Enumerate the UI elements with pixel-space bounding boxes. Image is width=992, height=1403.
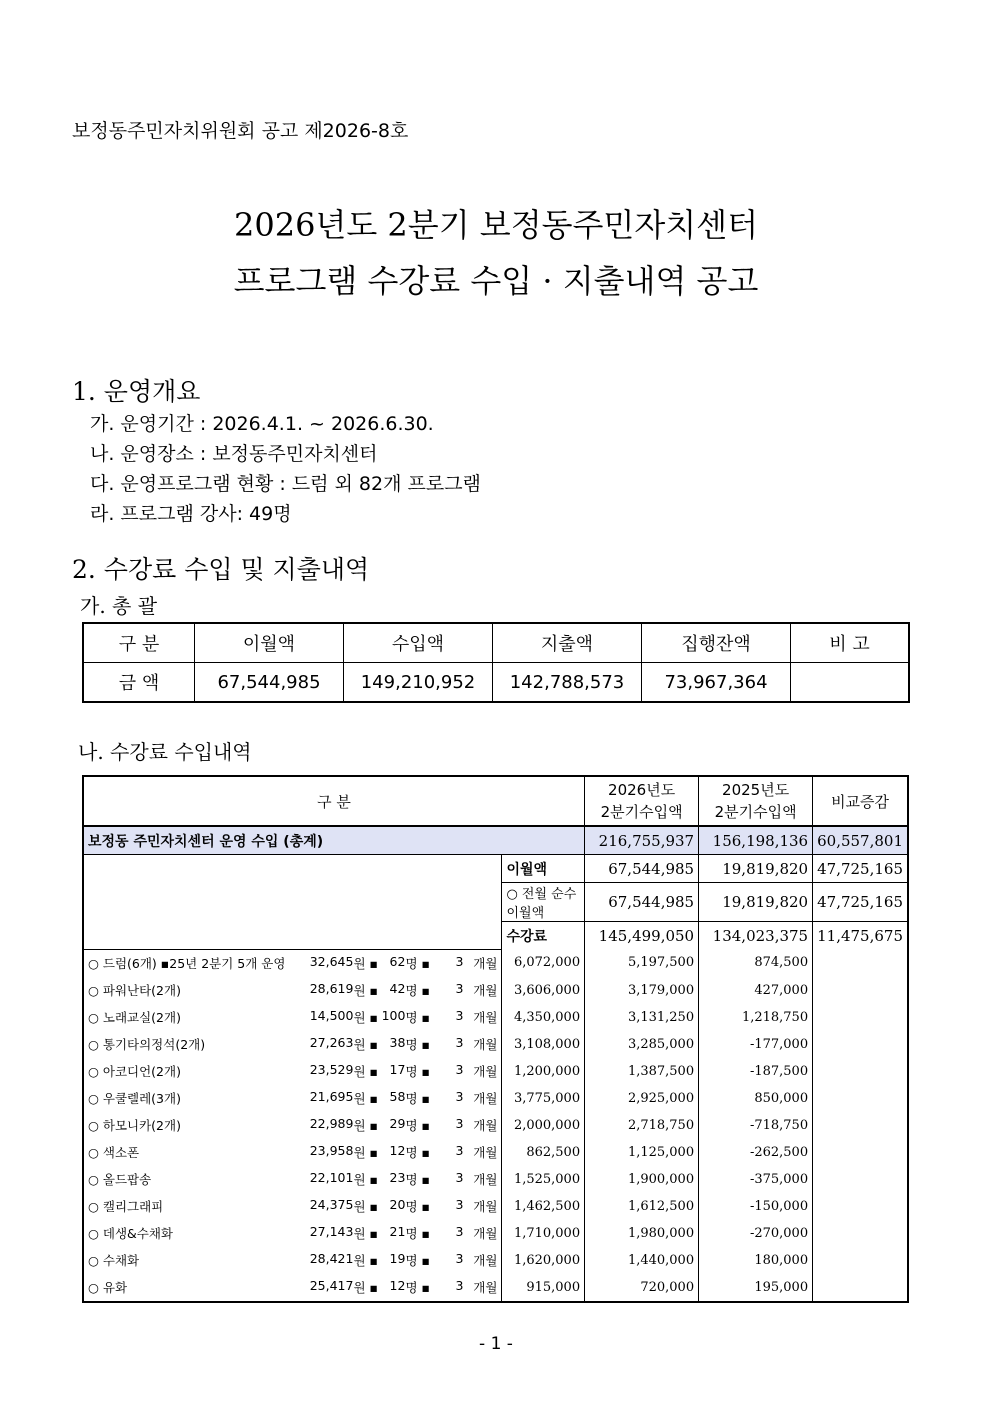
program-enrollment: 42 bbox=[389, 981, 406, 996]
summary-table bbox=[82, 622, 910, 703]
program-row bbox=[83, 1247, 908, 1274]
unit-won: 원 ▪ bbox=[353, 1280, 378, 1295]
program-name: ○ 파워난타(2개) bbox=[88, 983, 181, 998]
income-header-2025-label: 2분기수입액 bbox=[714, 803, 797, 821]
program-change: -718,750 bbox=[699, 1112, 813, 1139]
income-fees-2026: 145,499,050 bbox=[585, 922, 699, 950]
unit-month: 개월 bbox=[473, 1037, 498, 1052]
program-row bbox=[83, 1274, 908, 1302]
overview-location: 나. 운영장소 : 보정동주민자치센터 bbox=[90, 443, 378, 465]
program-income-2025: 2,925,000 bbox=[585, 1085, 699, 1112]
summary-expense-value: 142,788,573 bbox=[493, 663, 642, 703]
unit-people: 명 ▪ bbox=[405, 1199, 430, 1214]
program-income-2026: 6,072,000 bbox=[502, 949, 585, 977]
program-income-2026: 1,525,000 bbox=[502, 1166, 585, 1193]
unit-month: 개월 bbox=[473, 1010, 498, 1025]
unit-people: 명 ▪ bbox=[405, 1010, 430, 1025]
unit-month: 개월 bbox=[473, 956, 498, 971]
unit-people: 명 ▪ bbox=[405, 956, 430, 971]
program-name: ○ 수채화 bbox=[88, 1253, 140, 1268]
program-income-2026: 1,620,000 bbox=[502, 1247, 585, 1274]
income-total-2026: 216,755,937 bbox=[585, 826, 699, 855]
program-change: 850,000 bbox=[699, 1085, 813, 1112]
program-row bbox=[83, 949, 908, 977]
unit-won: 원 ▪ bbox=[353, 983, 378, 998]
program-enrollment: 21 bbox=[389, 1224, 406, 1239]
program-months: 3 bbox=[455, 1143, 464, 1158]
program-price: 22,989 bbox=[309, 1116, 354, 1131]
income-carryover-label: 이월액 bbox=[502, 855, 585, 883]
unit-people: 명 ▪ bbox=[405, 1226, 430, 1241]
program-income-2026: 1,200,000 bbox=[502, 1058, 585, 1085]
program-price: 22,101 bbox=[309, 1170, 354, 1185]
program-row bbox=[83, 1004, 908, 1031]
program-enrollment: 23 bbox=[389, 1170, 406, 1185]
program-name: ○ 캘리그래피 bbox=[88, 1199, 164, 1214]
summary-header-category: 구 분 bbox=[83, 623, 195, 663]
program-months: 3 bbox=[455, 1035, 464, 1050]
program-detail bbox=[83, 1058, 502, 1085]
program-enrollment: 12 bbox=[389, 1278, 406, 1293]
program-row bbox=[83, 1031, 908, 1058]
income-carryover-2025: 19,819,820 bbox=[699, 855, 813, 883]
program-detail bbox=[83, 1247, 502, 1274]
program-income-2026: 1,710,000 bbox=[502, 1220, 585, 1247]
unit-people: 명 ▪ bbox=[405, 1037, 430, 1052]
program-income-2025: 1,125,000 bbox=[585, 1139, 699, 1166]
income-fees-2025: 134,023,375 bbox=[699, 922, 813, 950]
program-income-2025: 3,179,000 bbox=[585, 977, 699, 1004]
summary-header-remarks: 비 고 bbox=[791, 623, 910, 663]
program-income-2026: 915,000 bbox=[502, 1274, 585, 1302]
income-header-change: 비교증감 bbox=[813, 776, 908, 826]
unit-people: 명 ▪ bbox=[405, 1280, 430, 1295]
program-months: 3 bbox=[455, 1008, 464, 1023]
unit-people: 명 ▪ bbox=[405, 983, 430, 998]
unit-month: 개월 bbox=[473, 1172, 498, 1187]
unit-won: 원 ▪ bbox=[353, 1172, 378, 1187]
unit-people: 명 ▪ bbox=[405, 1091, 430, 1106]
summary-row-label: 금 액 bbox=[83, 663, 195, 703]
program-months: 3 bbox=[455, 1116, 464, 1131]
unit-month: 개월 bbox=[473, 1280, 498, 1295]
program-months: 3 bbox=[455, 981, 464, 996]
program-row bbox=[83, 1166, 908, 1193]
program-income-2025: 1,980,000 bbox=[585, 1220, 699, 1247]
unit-people: 명 ▪ bbox=[405, 1145, 430, 1160]
program-income-2026: 4,350,000 bbox=[502, 1004, 585, 1031]
overview-instructors: 라. 프로그램 강사: 49명 bbox=[90, 503, 292, 525]
summary-income-value: 149,210,952 bbox=[344, 663, 493, 703]
program-months: 3 bbox=[455, 1089, 464, 1104]
program-detail bbox=[83, 1193, 502, 1220]
program-change: 874,500 bbox=[699, 949, 813, 977]
program-income-2025: 3,131,250 bbox=[585, 1004, 699, 1031]
program-price: 24,375 bbox=[309, 1197, 354, 1212]
program-change: 427,000 bbox=[699, 977, 813, 1004]
program-name: ○ 아코디언(2개) bbox=[88, 1064, 181, 1079]
program-rows bbox=[83, 949, 908, 1302]
program-income-2025: 1,612,500 bbox=[585, 1193, 699, 1220]
program-months: 3 bbox=[455, 1251, 464, 1266]
unit-people: 명 ▪ bbox=[405, 1118, 430, 1133]
income-header-2025-year: 2025년도 bbox=[722, 781, 790, 799]
income-header-category: 구 분 bbox=[83, 776, 585, 826]
program-months: 3 bbox=[455, 1062, 464, 1077]
program-income-2025: 1,440,000 bbox=[585, 1247, 699, 1274]
section1-heading: 1. 운영개요 bbox=[72, 377, 201, 406]
program-enrollment: 19 bbox=[389, 1251, 406, 1266]
program-enrollment: 62 bbox=[389, 954, 406, 969]
page-number: - 1 - bbox=[479, 1334, 513, 1354]
program-name: ○ 드럼(6개) ▪25년 2분기 5개 운영 bbox=[88, 956, 286, 971]
program-income-2025: 2,718,750 bbox=[585, 1112, 699, 1139]
program-months: 3 bbox=[455, 1224, 464, 1239]
program-name: ○ 노래교실(2개) bbox=[88, 1010, 181, 1025]
program-price: 21,695 bbox=[309, 1089, 354, 1104]
program-row bbox=[83, 1085, 908, 1112]
program-enrollment: 38 bbox=[389, 1035, 406, 1050]
program-months: 3 bbox=[455, 954, 464, 969]
document-title-line2: 프로그램 수강료 수입 · 지출내역 공고 bbox=[233, 262, 759, 300]
income-carryover-detail-2026: 67,544,985 bbox=[585, 883, 699, 922]
program-detail bbox=[83, 1112, 502, 1139]
summary-balance-value: 73,967,364 bbox=[642, 663, 791, 703]
unit-won: 원 ▪ bbox=[353, 1010, 378, 1025]
program-row bbox=[83, 1112, 908, 1139]
program-price: 23,529 bbox=[309, 1062, 354, 1077]
notice-number: 보정동주민자치위원회 공고 제2026-8호 bbox=[72, 120, 409, 142]
program-detail bbox=[83, 949, 502, 977]
program-change: 180,000 bbox=[699, 1247, 813, 1274]
program-name: ○ 통기타의정석(2개) bbox=[88, 1037, 206, 1052]
income-carryover-detail-label: ○ 전월 순수이월액 bbox=[502, 883, 585, 922]
income-total-2025: 156,198,136 bbox=[699, 826, 813, 855]
unit-won: 원 ▪ bbox=[353, 1226, 378, 1241]
section2-heading: 2. 수강료 수입 및 지출내역 bbox=[72, 555, 370, 584]
program-name: ○ 올드팝송 bbox=[88, 1172, 152, 1187]
income-indent-gutter bbox=[83, 855, 502, 950]
program-months: 3 bbox=[455, 1170, 464, 1185]
program-enrollment: 12 bbox=[389, 1143, 406, 1158]
program-change: -270,000 bbox=[699, 1220, 813, 1247]
income-carryover-change: 47,725,165 bbox=[813, 855, 908, 883]
program-name: ○ 우쿨렐레(3개) bbox=[88, 1091, 181, 1106]
program-income-2025: 5,197,500 bbox=[585, 949, 699, 977]
program-income-2026: 862,500 bbox=[502, 1139, 585, 1166]
income-fees-change: 11,475,675 bbox=[813, 922, 908, 950]
program-income-2025: 3,285,000 bbox=[585, 1031, 699, 1058]
unit-won: 원 ▪ bbox=[353, 956, 378, 971]
income-fees-label: 수강료 bbox=[502, 922, 585, 950]
program-price: 32,645 bbox=[309, 954, 354, 969]
program-income-2025: 720,000 bbox=[585, 1274, 699, 1302]
summary-remarks-value bbox=[791, 663, 910, 703]
program-change: 1,218,750 bbox=[699, 1004, 813, 1031]
program-months: 3 bbox=[455, 1197, 464, 1212]
program-price: 27,263 bbox=[309, 1035, 354, 1050]
program-row bbox=[83, 977, 908, 1004]
unit-people: 명 ▪ bbox=[405, 1253, 430, 1268]
program-income-2025: 1,387,500 bbox=[585, 1058, 699, 1085]
program-name: ○ 하모니카(2개) bbox=[88, 1118, 181, 1133]
unit-month: 개월 bbox=[473, 1145, 498, 1160]
program-detail bbox=[83, 1166, 502, 1193]
unit-won: 원 ▪ bbox=[353, 1037, 378, 1052]
program-price: 14,500 bbox=[309, 1008, 354, 1023]
program-detail bbox=[83, 1220, 502, 1247]
unit-month: 개월 bbox=[473, 1091, 498, 1106]
unit-month: 개월 bbox=[473, 1226, 498, 1241]
unit-won: 원 ▪ bbox=[353, 1064, 378, 1079]
program-detail bbox=[83, 1004, 502, 1031]
program-change: -375,000 bbox=[699, 1166, 813, 1193]
overview-period: 가. 운영기간 : 2026.4.1. ~ 2026.6.30. bbox=[90, 413, 434, 435]
unit-won: 원 ▪ bbox=[353, 1091, 378, 1106]
income-carryover-row bbox=[83, 855, 908, 883]
income-header-2026-label: 2분기수입액 bbox=[600, 803, 683, 821]
program-detail bbox=[83, 1031, 502, 1058]
unit-won: 원 ▪ bbox=[353, 1145, 378, 1160]
program-detail bbox=[83, 977, 502, 1004]
summary-value-row bbox=[83, 663, 909, 703]
unit-month: 개월 bbox=[473, 1253, 498, 1268]
unit-month: 개월 bbox=[473, 1064, 498, 1079]
income-header-row bbox=[83, 776, 908, 826]
unit-won: 원 ▪ bbox=[353, 1118, 378, 1133]
program-name: ○ 색소폰 bbox=[88, 1145, 140, 1160]
program-change: -187,500 bbox=[699, 1058, 813, 1085]
summary-header-balance: 집행잔액 bbox=[642, 623, 791, 663]
program-income-2026: 3,108,000 bbox=[502, 1031, 585, 1058]
program-row bbox=[83, 1058, 908, 1085]
program-detail bbox=[83, 1274, 502, 1302]
income-carryover-2026: 67,544,985 bbox=[585, 855, 699, 883]
summary-header-income: 수입액 bbox=[344, 623, 493, 663]
program-enrollment: 17 bbox=[389, 1062, 406, 1077]
program-price: 28,619 bbox=[309, 981, 354, 996]
program-change: -177,000 bbox=[699, 1031, 813, 1058]
program-price: 25,417 bbox=[309, 1278, 354, 1293]
unit-month: 개월 bbox=[473, 1199, 498, 1214]
program-detail bbox=[83, 1139, 502, 1166]
unit-people: 명 ▪ bbox=[405, 1064, 430, 1079]
unit-won: 원 ▪ bbox=[353, 1199, 378, 1214]
program-price: 28,421 bbox=[309, 1251, 354, 1266]
unit-month: 개월 bbox=[473, 983, 498, 998]
income-total-row bbox=[83, 826, 908, 855]
income-header-2025 bbox=[699, 776, 813, 826]
unit-people: 명 ▪ bbox=[405, 1172, 430, 1187]
summary-header-expense: 지출액 bbox=[493, 623, 642, 663]
program-enrollment: 58 bbox=[389, 1089, 406, 1104]
income-table bbox=[82, 775, 909, 1303]
program-price: 27,143 bbox=[309, 1224, 354, 1239]
summary-subheading: 가. 총 괄 bbox=[80, 594, 158, 618]
program-enrollment: 20 bbox=[389, 1197, 406, 1212]
program-income-2026: 3,606,000 bbox=[502, 977, 585, 1004]
income-total-change: 60,557,801 bbox=[813, 826, 908, 855]
income-subheading: 나. 수강료 수입내역 bbox=[78, 740, 252, 764]
program-enrollment: 100 bbox=[381, 1008, 406, 1023]
program-name: ○ 데생&수채화 bbox=[88, 1226, 174, 1241]
program-price: 23,958 bbox=[309, 1143, 354, 1158]
program-income-2026: 1,462,500 bbox=[502, 1193, 585, 1220]
income-header-2026-year: 2026년도 bbox=[608, 781, 676, 799]
program-change: -150,000 bbox=[699, 1193, 813, 1220]
program-income-2025: 1,900,000 bbox=[585, 1166, 699, 1193]
program-row bbox=[83, 1139, 908, 1166]
program-change: -262,500 bbox=[699, 1139, 813, 1166]
program-income-2026: 3,775,000 bbox=[502, 1085, 585, 1112]
program-detail bbox=[83, 1085, 502, 1112]
program-income-2026: 2,000,000 bbox=[502, 1112, 585, 1139]
program-change: 195,000 bbox=[699, 1274, 813, 1302]
income-carryover-detail-change: 47,725,165 bbox=[813, 883, 908, 922]
income-total-label: 보정동 주민자치센터 운영 수입 (총계) bbox=[83, 826, 585, 855]
summary-header-carryover: 이월액 bbox=[195, 623, 344, 663]
program-row bbox=[83, 1220, 908, 1247]
program-row bbox=[83, 1193, 908, 1220]
overview-programs: 다. 운영프로그램 현황 : 드럼 외 82개 프로그램 bbox=[90, 473, 481, 495]
document-title-line1: 2026년도 2분기 보정동주민자치센터 bbox=[234, 206, 758, 244]
summary-carryover-value: 67,544,985 bbox=[195, 663, 344, 703]
program-name: ○ 유화 bbox=[88, 1280, 128, 1295]
income-header-2026 bbox=[585, 776, 699, 826]
unit-month: 개월 bbox=[473, 1118, 498, 1133]
summary-header-row bbox=[83, 623, 909, 663]
program-enrollment: 29 bbox=[389, 1116, 406, 1131]
income-carryover-detail-2025: 19,819,820 bbox=[699, 883, 813, 922]
unit-won: 원 ▪ bbox=[353, 1253, 378, 1268]
program-months: 3 bbox=[455, 1278, 464, 1293]
